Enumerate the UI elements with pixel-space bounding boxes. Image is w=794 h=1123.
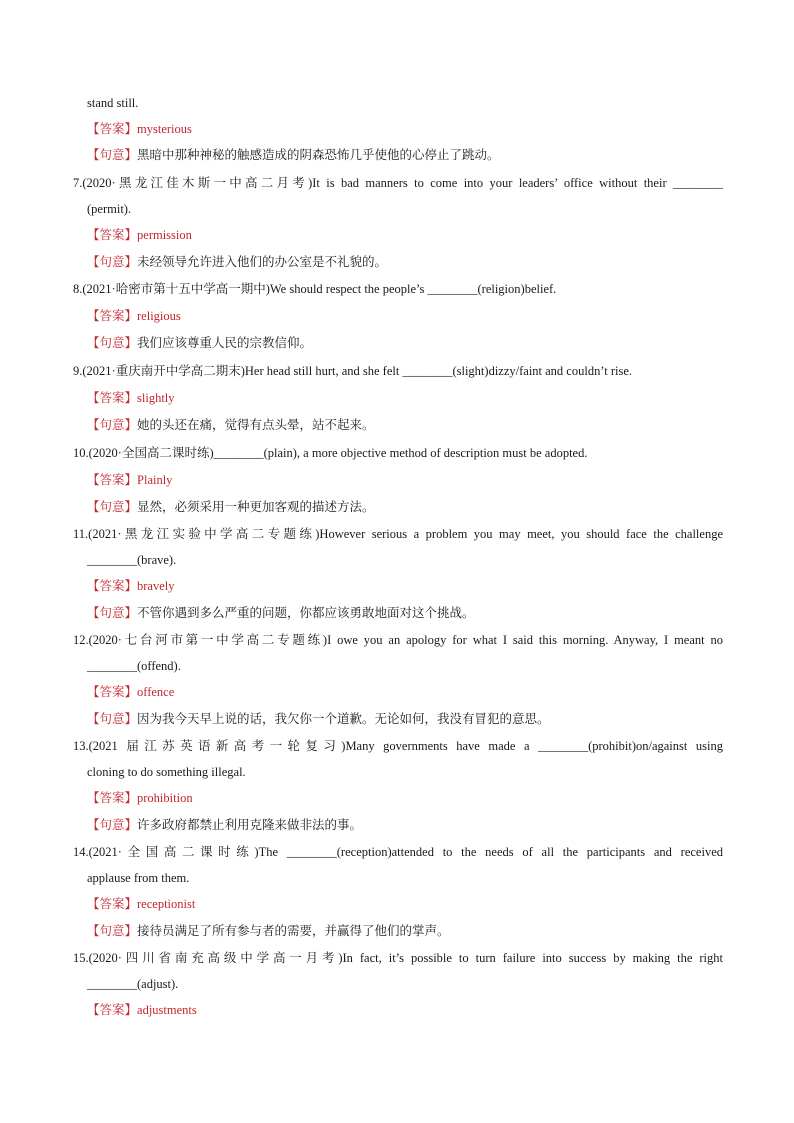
answer-value: religious [137,309,181,323]
answer-line [87,896,195,912]
meaning-text: 接待员满足了所有参与者的需要，并赢得了他们的掌声。 [137,924,450,938]
question-continuation: (permit). [87,202,132,216]
answer-line [87,578,175,594]
answer-value: receptionist [137,897,196,911]
meaning-label: 【句意】 [87,818,138,832]
answer-label: 【答案】 [87,791,138,805]
question-continuation: ________(offend). [87,659,181,673]
meaning-text: 未经领导允许进入他们的办公室是不礼貌的。 [137,255,388,269]
question-continuation: cloning to do something illegal. [87,765,246,779]
meaning-line [87,254,387,270]
question-line: 8.(2021·哈密市第十五中学高一期中)We should respect the people’s ________(religion)belief. [73,282,557,296]
question-continuation: ________(brave). [87,553,177,567]
meaning-text: 因为我今天早上说的话，我欠你一个道歉。无论如何，我没有冒犯的意思。 [137,712,550,726]
answer-value: permission [137,228,192,242]
answer-line [87,121,192,137]
answer-label: 【答案】 [87,391,138,405]
question-line: 9.(2021·重庆南开中学高二期末)Her head still hurt, and she felt ________(slight)dizzy/faint and couldn’t rise. [73,364,633,378]
meaning-text: 我们应该尊重人民的宗教信仰。 [137,336,313,350]
meaning-label: 【句意】 [87,606,138,620]
meaning-label: 【句意】 [87,255,138,269]
meaning-line [87,499,375,515]
meaning-label: 【句意】 [87,924,138,938]
meaning-text: 显然，必须采用一种更加客观的描述方法。 [137,500,375,514]
answer-value: slightly [137,391,175,405]
answer-line [87,390,175,406]
answer-line [87,790,193,806]
meaning-line [87,605,475,621]
meaning-line [87,147,500,163]
question-line: 10.(2020·全国高二课时练)________(plain), a more objective method of description must be adopted. [73,446,588,460]
question-continuation: stand still. [87,96,139,110]
meaning-label: 【句意】 [87,500,138,514]
meaning-label: 【句意】 [87,336,138,350]
answer-line [87,472,172,488]
question-line: 14.(2021·全国高二课时练)The ________(reception)attended to the needs of all the participants and received [73,845,723,859]
answer-label: 【答案】 [87,897,138,911]
answer-label: 【答案】 [87,122,138,136]
answer-value: offence [137,685,175,699]
answer-label: 【答案】 [87,1003,138,1017]
answer-line [87,1002,197,1018]
answer-value: mysterious [137,122,192,136]
question-line: 7.(2020·黑龙江佳木斯一中高二月考)It is bad manners to come into your leaders’ office without their ________ [73,176,723,190]
meaning-line [87,923,450,939]
meaning-line [87,335,312,351]
meaning-text: 她的头还在痛，觉得有点头晕，站不起来。 [137,418,375,432]
answer-line [87,227,192,243]
answer-label: 【答案】 [87,228,138,242]
question-line: 12.(2020·七台河市第一中学高二专题练)I owe you an apology for what I said this morning. Anyway, I meant no [73,633,723,647]
meaning-line [87,817,362,833]
answer-line [87,684,174,700]
answer-line [87,308,181,324]
answer-label: 【答案】 [87,685,138,699]
meaning-text: 许多政府都禁止利用克隆来做非法的事。 [137,818,363,832]
question-continuation: applause from them. [87,871,190,885]
meaning-text: 不管你遇到多么严重的问题，你都应该勇敢地面对这个挑战。 [137,606,475,620]
answer-label: 【答案】 [87,473,138,487]
answer-label: 【答案】 [87,579,138,593]
answer-value: Plainly [137,473,173,487]
answer-value: adjustments [137,1003,197,1017]
question-line: 13.(2021 届江苏英语新高考一轮复习)Many governments have made a ________(prohibit)on/against using [73,739,723,753]
meaning-label: 【句意】 [87,418,138,432]
answer-value: bravely [137,579,175,593]
meaning-line [87,417,375,433]
meaning-label: 【句意】 [87,712,138,726]
meaning-text: 黑暗中那种神秘的触感造成的阴森恐怖几乎使他的心停止了跳动。 [137,148,500,162]
meaning-label: 【句意】 [87,148,138,162]
answer-value: prohibition [137,791,193,805]
meaning-line [87,711,550,727]
question-continuation: ________(adjust). [87,977,179,991]
question-line: 11.(2021·黑龙江实验中学高二专题练)However serious a problem you may meet, you should face the challenge [73,527,723,541]
question-line: 15.(2020·四川省南充高级中学高一月考)In fact, it’s possible to turn failure into success by making the right [73,951,723,965]
answer-label: 【答案】 [87,309,138,323]
